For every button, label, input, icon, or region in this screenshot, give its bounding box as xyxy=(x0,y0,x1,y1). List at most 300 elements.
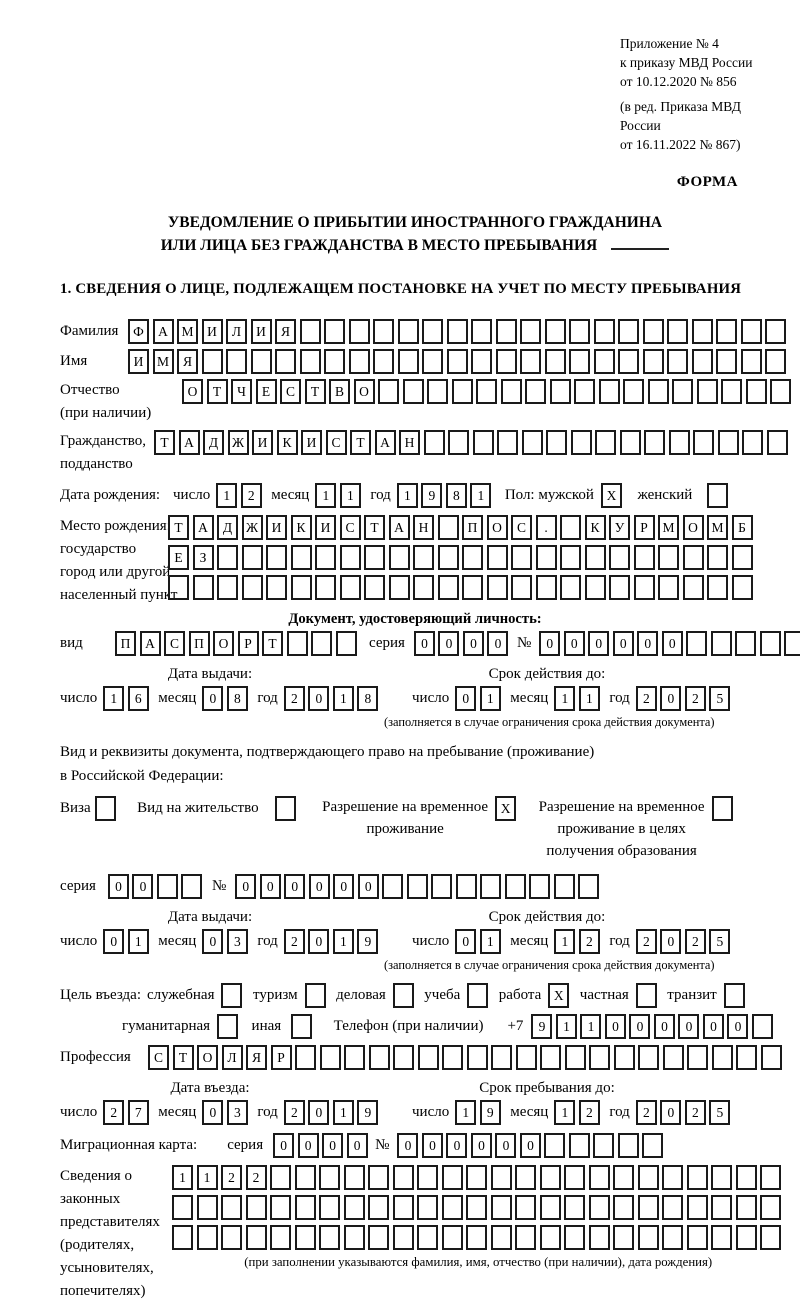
char-box[interactable] xyxy=(300,349,321,374)
char-box[interactable] xyxy=(571,430,592,455)
option-visa-checkbox[interactable] xyxy=(95,796,116,821)
char-box[interactable]: О xyxy=(487,515,508,540)
char-box[interactable]: Л xyxy=(226,319,247,344)
char-box[interactable] xyxy=(560,515,581,540)
char-box[interactable] xyxy=(565,1045,586,1070)
char-box[interactable]: 0 xyxy=(347,1133,368,1158)
char-box[interactable]: 0 xyxy=(678,1014,699,1039)
char-box[interactable] xyxy=(501,379,522,404)
char-box[interactable]: 0 xyxy=(103,929,124,954)
char-box[interactable] xyxy=(442,1045,463,1070)
char-box[interactable] xyxy=(736,1195,757,1220)
char-box[interactable] xyxy=(407,874,428,899)
purpose-work-checkbox[interactable]: X xyxy=(548,983,569,1008)
char-box[interactable]: И xyxy=(128,349,149,374)
char-box[interactable]: 1 xyxy=(480,929,501,954)
char-box[interactable]: О xyxy=(354,379,375,404)
char-box[interactable] xyxy=(589,1195,610,1220)
char-box[interactable] xyxy=(564,1195,585,1220)
char-box[interactable] xyxy=(692,319,713,344)
char-box[interactable]: П xyxy=(115,631,136,656)
char-box[interactable] xyxy=(157,874,178,899)
char-box[interactable]: 0 xyxy=(446,1133,467,1158)
char-box[interactable]: Л xyxy=(222,1045,243,1070)
char-box[interactable] xyxy=(536,545,557,570)
char-box[interactable]: 5 xyxy=(709,929,730,954)
char-box[interactable]: . xyxy=(536,515,557,540)
char-box[interactable]: 0 xyxy=(539,631,560,656)
char-box[interactable] xyxy=(594,349,615,374)
char-box[interactable] xyxy=(251,349,272,374)
char-box[interactable]: С xyxy=(326,430,347,455)
char-box[interactable] xyxy=(462,575,483,600)
char-box[interactable] xyxy=(741,319,762,344)
char-box[interactable] xyxy=(564,1165,585,1190)
char-box[interactable] xyxy=(765,349,786,374)
char-box[interactable] xyxy=(295,1225,316,1250)
char-box[interactable]: 2 xyxy=(579,1100,600,1125)
char-box[interactable] xyxy=(693,430,714,455)
char-box[interactable] xyxy=(564,1225,585,1250)
char-box[interactable] xyxy=(638,1165,659,1190)
char-box[interactable] xyxy=(369,1045,390,1070)
char-box[interactable]: К xyxy=(291,515,312,540)
purpose-transit-checkbox[interactable] xyxy=(724,983,745,1008)
char-box[interactable] xyxy=(613,1195,634,1220)
char-box[interactable] xyxy=(344,1225,365,1250)
char-box[interactable] xyxy=(398,319,419,344)
char-box[interactable] xyxy=(378,379,399,404)
char-box[interactable] xyxy=(246,1195,267,1220)
char-box[interactable] xyxy=(427,379,448,404)
char-box[interactable]: 2 xyxy=(685,929,706,954)
char-box[interactable] xyxy=(711,1225,732,1250)
char-box[interactable] xyxy=(648,379,669,404)
char-box[interactable] xyxy=(658,545,679,570)
char-box[interactable]: 1 xyxy=(554,929,575,954)
char-box[interactable] xyxy=(217,575,238,600)
char-box[interactable]: С xyxy=(164,631,185,656)
char-box[interactable]: 0 xyxy=(654,1014,675,1039)
char-box[interactable] xyxy=(760,631,781,656)
char-box[interactable] xyxy=(638,1045,659,1070)
char-box[interactable]: 1 xyxy=(315,483,336,508)
char-box[interactable] xyxy=(172,1195,193,1220)
char-box[interactable] xyxy=(364,545,385,570)
char-box[interactable]: 3 xyxy=(227,929,248,954)
char-box[interactable]: 0 xyxy=(308,686,329,711)
char-box[interactable] xyxy=(554,874,575,899)
char-box[interactable] xyxy=(422,319,443,344)
sex-female-checkbox[interactable] xyxy=(707,483,728,508)
char-box[interactable] xyxy=(319,1195,340,1220)
char-box[interactable]: Р xyxy=(271,1045,292,1070)
char-box[interactable] xyxy=(522,430,543,455)
char-box[interactable] xyxy=(594,319,615,344)
char-box[interactable]: Р xyxy=(238,631,259,656)
char-box[interactable]: С xyxy=(340,515,361,540)
char-box[interactable]: 0 xyxy=(202,929,223,954)
char-box[interactable] xyxy=(623,379,644,404)
char-box[interactable] xyxy=(266,575,287,600)
char-box[interactable]: Т xyxy=(262,631,283,656)
char-box[interactable]: 0 xyxy=(308,1100,329,1125)
char-box[interactable]: 0 xyxy=(260,874,281,899)
char-box[interactable]: Р xyxy=(634,515,655,540)
char-box[interactable]: О xyxy=(683,515,704,540)
char-box[interactable] xyxy=(452,379,473,404)
char-box[interactable] xyxy=(589,1225,610,1250)
char-box[interactable] xyxy=(246,1225,267,1250)
char-box[interactable] xyxy=(736,1225,757,1250)
char-box[interactable]: 0 xyxy=(463,631,484,656)
char-box[interactable] xyxy=(716,319,737,344)
char-box[interactable]: 9 xyxy=(421,483,442,508)
char-box[interactable]: 0 xyxy=(471,1133,492,1158)
char-box[interactable] xyxy=(319,1165,340,1190)
char-box[interactable]: И xyxy=(202,319,223,344)
char-box[interactable] xyxy=(716,349,737,374)
char-box[interactable] xyxy=(707,545,728,570)
char-box[interactable] xyxy=(511,545,532,570)
char-box[interactable]: 9 xyxy=(480,1100,501,1125)
char-box[interactable] xyxy=(638,1225,659,1250)
char-box[interactable]: 1 xyxy=(333,1100,354,1125)
char-box[interactable] xyxy=(609,545,630,570)
char-box[interactable] xyxy=(320,1045,341,1070)
char-box[interactable] xyxy=(760,1225,781,1250)
char-box[interactable] xyxy=(742,430,763,455)
char-box[interactable]: 9 xyxy=(357,1100,378,1125)
char-box[interactable]: 0 xyxy=(284,874,305,899)
char-box[interactable]: 0 xyxy=(273,1133,294,1158)
char-box[interactable] xyxy=(487,575,508,600)
char-box[interactable] xyxy=(711,631,732,656)
char-box[interactable] xyxy=(550,379,571,404)
char-box[interactable] xyxy=(593,1133,614,1158)
char-box[interactable] xyxy=(442,1195,463,1220)
char-box[interactable] xyxy=(217,545,238,570)
char-box[interactable]: 0 xyxy=(703,1014,724,1039)
char-box[interactable]: Ж xyxy=(228,430,249,455)
char-box[interactable]: 0 xyxy=(487,631,508,656)
purpose-business-checkbox[interactable] xyxy=(393,983,414,1008)
char-box[interactable] xyxy=(181,874,202,899)
char-box[interactable] xyxy=(770,379,791,404)
char-box[interactable]: 0 xyxy=(358,874,379,899)
char-box[interactable] xyxy=(448,430,469,455)
char-box[interactable]: Б xyxy=(732,515,753,540)
char-box[interactable]: Т xyxy=(305,379,326,404)
purpose-humanitarian-checkbox[interactable] xyxy=(217,1014,238,1039)
char-box[interactable]: 2 xyxy=(636,929,657,954)
char-box[interactable] xyxy=(643,319,664,344)
char-box[interactable]: 1 xyxy=(579,686,600,711)
char-box[interactable] xyxy=(226,349,247,374)
char-box[interactable]: Я xyxy=(177,349,198,374)
char-box[interactable] xyxy=(692,349,713,374)
char-box[interactable]: 0 xyxy=(202,686,223,711)
char-box[interactable]: Е xyxy=(256,379,277,404)
char-box[interactable]: Е xyxy=(168,545,189,570)
char-box[interactable]: П xyxy=(189,631,210,656)
char-box[interactable]: 7 xyxy=(128,1100,149,1125)
char-box[interactable] xyxy=(614,1045,635,1070)
char-box[interactable]: 1 xyxy=(103,686,124,711)
char-box[interactable] xyxy=(242,545,263,570)
char-box[interactable] xyxy=(291,575,312,600)
char-box[interactable] xyxy=(634,545,655,570)
char-box[interactable] xyxy=(644,430,665,455)
char-box[interactable]: А xyxy=(389,515,410,540)
char-box[interactable] xyxy=(711,1165,732,1190)
char-box[interactable] xyxy=(736,1045,757,1070)
char-box[interactable] xyxy=(197,1195,218,1220)
char-box[interactable]: 8 xyxy=(227,686,248,711)
char-box[interactable]: 1 xyxy=(455,1100,476,1125)
purpose-tourism-checkbox[interactable] xyxy=(305,983,326,1008)
char-box[interactable]: 0 xyxy=(455,929,476,954)
char-box[interactable]: 0 xyxy=(414,631,435,656)
char-box[interactable]: 0 xyxy=(455,686,476,711)
char-box[interactable]: 9 xyxy=(357,929,378,954)
char-box[interactable]: О xyxy=(197,1045,218,1070)
char-box[interactable] xyxy=(324,319,345,344)
char-box[interactable] xyxy=(752,1014,773,1039)
char-box[interactable] xyxy=(569,349,590,374)
char-box[interactable] xyxy=(368,1195,389,1220)
char-box[interactable] xyxy=(765,319,786,344)
char-box[interactable] xyxy=(569,319,590,344)
char-box[interactable] xyxy=(417,1195,438,1220)
char-box[interactable] xyxy=(687,1225,708,1250)
char-box[interactable]: Т xyxy=(168,515,189,540)
char-box[interactable] xyxy=(667,349,688,374)
char-box[interactable] xyxy=(683,575,704,600)
char-box[interactable] xyxy=(418,1045,439,1070)
char-box[interactable]: 2 xyxy=(685,686,706,711)
char-box[interactable] xyxy=(473,430,494,455)
char-box[interactable] xyxy=(712,1045,733,1070)
char-box[interactable]: 1 xyxy=(470,483,491,508)
char-box[interactable]: 9 xyxy=(531,1014,552,1039)
char-box[interactable] xyxy=(221,1195,242,1220)
char-box[interactable]: 8 xyxy=(357,686,378,711)
sex-male-checkbox[interactable]: X xyxy=(601,483,622,508)
char-box[interactable] xyxy=(193,575,214,600)
char-box[interactable] xyxy=(545,349,566,374)
char-box[interactable] xyxy=(686,631,707,656)
char-box[interactable] xyxy=(336,631,357,656)
char-box[interactable] xyxy=(515,1225,536,1250)
char-box[interactable] xyxy=(417,1225,438,1250)
char-box[interactable]: 0 xyxy=(397,1133,418,1158)
char-box[interactable] xyxy=(447,319,468,344)
char-box[interactable] xyxy=(373,349,394,374)
char-box[interactable] xyxy=(516,1045,537,1070)
char-box[interactable] xyxy=(344,1195,365,1220)
char-box[interactable]: 0 xyxy=(308,929,329,954)
char-box[interactable] xyxy=(291,545,312,570)
char-box[interactable]: У xyxy=(609,515,630,540)
char-box[interactable] xyxy=(638,1195,659,1220)
char-box[interactable] xyxy=(466,1195,487,1220)
char-box[interactable]: 0 xyxy=(322,1133,343,1158)
char-box[interactable]: Ф xyxy=(128,319,149,344)
char-box[interactable] xyxy=(697,379,718,404)
char-box[interactable]: 0 xyxy=(605,1014,626,1039)
char-box[interactable] xyxy=(368,1165,389,1190)
purpose-other-checkbox[interactable] xyxy=(291,1014,312,1039)
char-box[interactable]: М xyxy=(177,319,198,344)
char-box[interactable]: 0 xyxy=(613,631,634,656)
char-box[interactable]: 1 xyxy=(172,1165,193,1190)
char-box[interactable] xyxy=(382,874,403,899)
char-box[interactable] xyxy=(707,575,728,600)
char-box[interactable] xyxy=(505,874,526,899)
char-box[interactable]: 1 xyxy=(556,1014,577,1039)
char-box[interactable] xyxy=(487,545,508,570)
option-residence-permit-checkbox[interactable] xyxy=(275,796,296,821)
char-box[interactable]: 5 xyxy=(709,686,730,711)
char-box[interactable]: Н xyxy=(399,430,420,455)
char-box[interactable] xyxy=(760,1165,781,1190)
char-box[interactable]: М xyxy=(658,515,679,540)
char-box[interactable] xyxy=(662,1225,683,1250)
char-box[interactable]: И xyxy=(301,430,322,455)
char-box[interactable] xyxy=(732,545,753,570)
char-box[interactable]: 0 xyxy=(564,631,585,656)
char-box[interactable]: С xyxy=(280,379,301,404)
char-box[interactable] xyxy=(324,349,345,374)
char-box[interactable] xyxy=(618,319,639,344)
char-box[interactable] xyxy=(340,575,361,600)
char-box[interactable] xyxy=(393,1045,414,1070)
char-box[interactable] xyxy=(422,349,443,374)
char-box[interactable]: 1 xyxy=(128,929,149,954)
char-box[interactable] xyxy=(613,1225,634,1250)
char-box[interactable]: 5 xyxy=(709,1100,730,1125)
char-box[interactable]: 2 xyxy=(284,929,305,954)
char-box[interactable] xyxy=(669,430,690,455)
char-box[interactable]: Т xyxy=(364,515,385,540)
char-box[interactable] xyxy=(536,575,557,600)
char-box[interactable] xyxy=(574,379,595,404)
char-box[interactable] xyxy=(221,1225,242,1250)
char-box[interactable] xyxy=(300,319,321,344)
char-box[interactable] xyxy=(438,515,459,540)
char-box[interactable] xyxy=(569,1133,590,1158)
char-box[interactable]: 0 xyxy=(588,631,609,656)
char-box[interactable] xyxy=(515,1165,536,1190)
char-box[interactable] xyxy=(438,575,459,600)
char-box[interactable]: 0 xyxy=(132,874,153,899)
char-box[interactable] xyxy=(491,1165,512,1190)
char-box[interactable] xyxy=(393,1165,414,1190)
option-temp-residence-checkbox[interactable]: X xyxy=(495,796,516,821)
char-box[interactable] xyxy=(447,349,468,374)
char-box[interactable] xyxy=(540,1225,561,1250)
char-box[interactable] xyxy=(546,430,567,455)
char-box[interactable] xyxy=(711,1195,732,1220)
char-box[interactable]: 3 xyxy=(227,1100,248,1125)
char-box[interactable] xyxy=(442,1225,463,1250)
char-box[interactable]: М xyxy=(707,515,728,540)
char-box[interactable]: 2 xyxy=(103,1100,124,1125)
char-box[interactable] xyxy=(544,1133,565,1158)
char-box[interactable] xyxy=(529,874,550,899)
char-box[interactable]: С xyxy=(148,1045,169,1070)
char-box[interactable]: Ж xyxy=(242,515,263,540)
char-box[interactable] xyxy=(389,545,410,570)
char-box[interactable]: А xyxy=(193,515,214,540)
char-box[interactable] xyxy=(413,575,434,600)
char-box[interactable] xyxy=(683,545,704,570)
char-box[interactable] xyxy=(466,1225,487,1250)
char-box[interactable] xyxy=(634,575,655,600)
char-box[interactable] xyxy=(620,430,641,455)
char-box[interactable] xyxy=(642,1133,663,1158)
char-box[interactable] xyxy=(662,1165,683,1190)
char-box[interactable] xyxy=(393,1225,414,1250)
option-temp-residence-education-checkbox[interactable] xyxy=(712,796,733,821)
char-box[interactable]: 0 xyxy=(235,874,256,899)
char-box[interactable] xyxy=(746,379,767,404)
char-box[interactable] xyxy=(266,545,287,570)
char-box[interactable]: 1 xyxy=(554,1100,575,1125)
char-box[interactable]: 0 xyxy=(202,1100,223,1125)
char-box[interactable] xyxy=(431,874,452,899)
char-box[interactable]: Н xyxy=(413,515,434,540)
char-box[interactable]: А xyxy=(140,631,161,656)
char-box[interactable]: 1 xyxy=(554,686,575,711)
char-box[interactable] xyxy=(172,1225,193,1250)
char-box[interactable]: А xyxy=(179,430,200,455)
char-box[interactable]: 2 xyxy=(284,1100,305,1125)
char-box[interactable]: А xyxy=(375,430,396,455)
char-box[interactable] xyxy=(589,1165,610,1190)
char-box[interactable]: 2 xyxy=(284,686,305,711)
char-box[interactable]: Т xyxy=(173,1045,194,1070)
char-box[interactable] xyxy=(467,1045,488,1070)
char-box[interactable] xyxy=(270,1195,291,1220)
char-box[interactable] xyxy=(721,379,742,404)
char-box[interactable] xyxy=(496,319,517,344)
char-box[interactable] xyxy=(545,319,566,344)
char-box[interactable]: 1 xyxy=(580,1014,601,1039)
char-box[interactable] xyxy=(340,545,361,570)
char-box[interactable] xyxy=(595,430,616,455)
char-box[interactable]: З xyxy=(193,545,214,570)
char-box[interactable] xyxy=(589,1045,610,1070)
char-box[interactable]: 1 xyxy=(397,483,418,508)
char-box[interactable] xyxy=(295,1045,316,1070)
char-box[interactable]: 0 xyxy=(727,1014,748,1039)
char-box[interactable]: 0 xyxy=(662,631,683,656)
char-box[interactable] xyxy=(585,575,606,600)
char-box[interactable]: И xyxy=(252,430,273,455)
char-box[interactable] xyxy=(662,1195,683,1220)
char-box[interactable] xyxy=(741,349,762,374)
char-box[interactable]: 1 xyxy=(340,483,361,508)
char-box[interactable]: И xyxy=(266,515,287,540)
char-box[interactable]: 8 xyxy=(446,483,467,508)
char-box[interactable]: 2 xyxy=(246,1165,267,1190)
char-box[interactable] xyxy=(344,1165,365,1190)
char-box[interactable] xyxy=(511,575,532,600)
char-box[interactable]: 0 xyxy=(495,1133,516,1158)
char-box[interactable] xyxy=(515,1195,536,1220)
